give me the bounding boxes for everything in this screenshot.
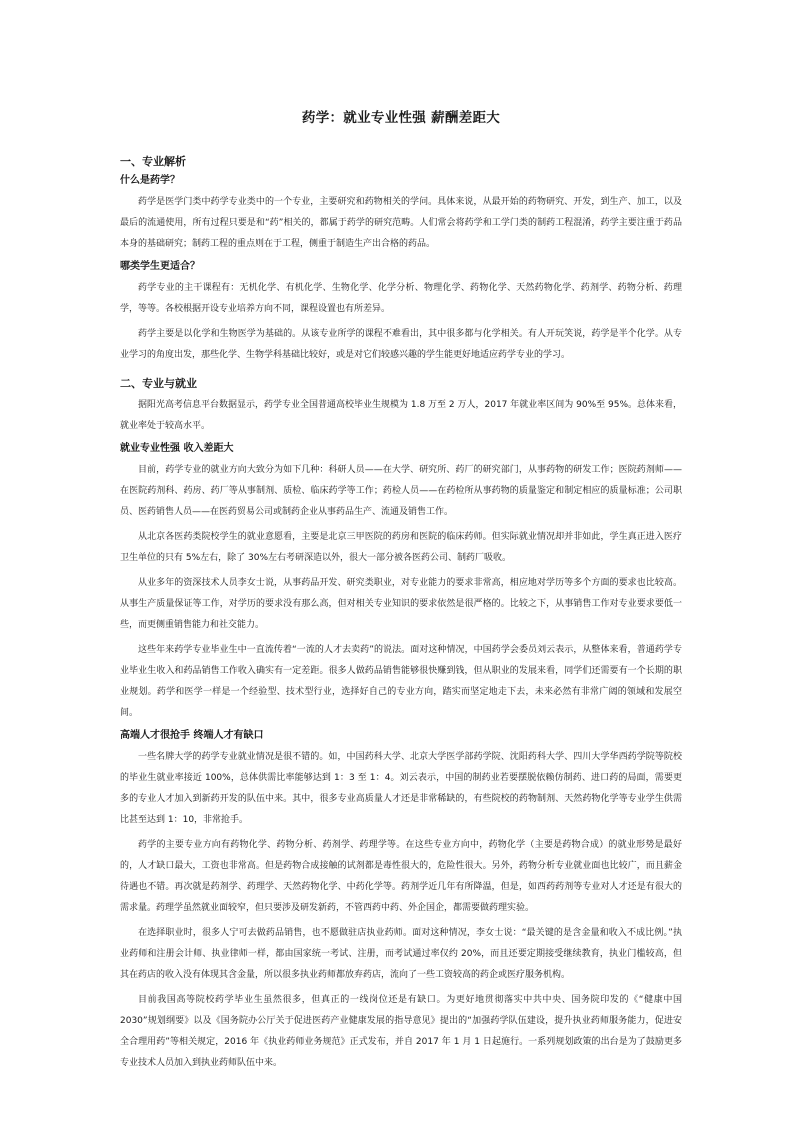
document-title: 药学：就业专业性强 薪酬差距大 <box>301 110 501 126</box>
paragraph: 从业多年的资深技术人员李女士说，从事药品开发、研究类职业，对专业能力的要求非常高，相应地对学历等多个方面的要求也比较高。从事生产质量保证等工作，对学历的要求没有那么高，但对相关专业知识的要求依然是很严格的。比较之下，从事销售工作对专业要求要低一些，而更侧重销售能力和社交能力。 <box>120 578 682 630</box>
paragraph: 药学专业的主干课程有：无机化学、有机化学、生物化学、化学分析、物理化学、药物化学、天然药物化学、药剂学、药物分析、药理学，等等。各校根据开设专业培养方向不同，课程设置也有所差异。 <box>120 283 682 314</box>
subheading-talent-shortage: 高端人才很抢手 终端人才有缺口 <box>120 730 264 741</box>
section-heading-employment: 二、专业与就业 <box>120 377 197 390</box>
paragraph: 目前，药学专业的就业方向大致分为如下几种：科研人员——在大学、研究所、药厂的研究部门，从事药物的研发工作；医院药剂师——在医院药剂科、药房、药厂等从事制剂、质检、临床药学等工作；药检人员——在药检所从事药物的质量鉴定和制定相应的质量标准；公司职员、医药销售人员——在医药贸易公司或制药企业从事药品生产、流通及销售工作。 <box>120 465 682 517</box>
paragraph: 在选择职业时，很多人宁可去做药品销售，也不愿做驻店执业药师。面对这种情况，李女士说：“最关键的是含金量和收入不成比例。”执业药师和注册会计师、执业律师一样，都由国家统一考试、注册，而考试通过率仅约 20%，而且还要定期接受继续教育，执业门槛较高，但其在药店的收入没有体现其含金量，所以很多执业药师都放弃药店，流向了一些工资较高的药企或医疗服务机构。 <box>120 928 682 980</box>
paragraph: 药学主要是以化学和生物医学为基础的。从该专业所学的课程不难看出，其中很多都与化学相关。有人开玩笑说，药学是半个化学。从专业学习的角度出发，那些化学、生物学科基础比较好，或是对它们较感兴趣的学生能更好地适应药学专业的学习。 <box>120 329 682 360</box>
paragraph: 从北京各医药类院校学生的就业意愿看，主要是北京三甲医院的药房和医院的临床药师。但实际就业情况却并非如此，学生真正进入医疗卫生单位的只有 5%左右，除了 30%左右考研深造以外，很大一部分被各医药公司、制药厂吸收。 <box>120 532 682 563</box>
paragraph: 目前我国高等院校药学毕业生虽然很多，但真正的一线岗位还是有缺口。为更好地贯彻落实中共中央、国务院印发的《“健康中国 2030”规划纲要》以及《国务院办公厅关于促进医药产业健康发展的指导意见》提出的“加强药学队伍建设，提升执业药师服务能力，促进安全合理用药”等相关规定，2016 年《执业药师业务规范》正式发布，并自 2017 年 1 月 1 日起施行。一系列规划政策的出台是为了鼓励更多专业技术人员加入到执业药师队伍中来。 <box>120 995 682 1068</box>
paragraph: 这些年来药学专业毕业生中一直流传着“一流的人才去卖药”的说法。面对这种情况，中国药学会委员刘云表示，从整体来看，普通药学专业毕业生收入和药品销售工作收入确实有一定差距。很多人做药品销售能够很快赚到钱，但从职业的发展来看，同学们还需要有一个长期的职业规划。药学和医学一样是一个经验型、技术型行业，选择好自己的专业方向，踏实而坚定地走下去，未来必然有非常广阔的领域和发展空间。 <box>120 645 682 718</box>
paragraph: 一些名牌大学的药学专业就业情况是很不错的。如，中国药科大学、北京大学医学部药学院、沈阳药科大学、四川大学华西药学院等院校的毕业生就业率接近 100%，总体供需比率能够达到 1：3 至 1：4。刘云表示，中国的制药业若要摆脱依赖仿制药、进口药的局面，需要更多的专业人才加入到新药开发的队伍中来。其中，很多专业高质量人才还是非常稀缺的，有些院校的药物制剂、天然药物化学等专业学生供需比甚至达到 1：10，非常抢手。 <box>120 752 682 825</box>
subheading-suitable-students: 哪类学生更适合？ <box>120 261 200 272</box>
paragraph: 据阳光高考信息平台数据显示，药学专业全国普通高校毕业生规模为 1.8 万至 2 万人，2017 年就业率区间为 90%至 95%。总体来看，就业率处于较高水平。 <box>120 400 682 431</box>
subheading-income-gap: 就业专业性强 收入差距大 <box>120 443 234 454</box>
paragraph: 药学是医学门类中药学专业类中的一个专业，主要研究和药物相关的学问。具体来说，从最开始的药物研究、开发，到生产、加工，以及最后的流通使用，所有过程只要是和“药”相关的，都属于药学的研究范畴。人们常会将药学和工学门类的制药工程混淆，药学主要注重于药品本身的基础研究；制药工程的重点则在于工程，侧重于制造生产出合格的药品。 <box>120 197 682 249</box>
section-heading-analysis: 一、专业解析 <box>120 155 186 168</box>
subheading-what-is-pharmacy: 什么是药学？ <box>120 175 180 186</box>
document-page <box>120 108 682 1078</box>
paragraph: 药学的主要专业方向有药物化学、药物分析、药剂学、药理学等。在这些专业方向中，药物化学（主要是药物合成）的就业形势是最好的，人才缺口最大，工资也非常高。但是药物合成接触的试剂都是毒性很大的，危险性很大。另外，药物分析专业就业面也比较广，而且薪金待遇也不错。再次就是药剂学、药理学、天然药物化学、中药化学等。药剂学近几年有所降温，但是，如西药药剂等专业对人才还是有很大的需求量。药理学虽然就业面较窄，但只要涉及研发新药，不管西药中药、外企国企，都需要做药理实验。 <box>120 840 682 913</box>
